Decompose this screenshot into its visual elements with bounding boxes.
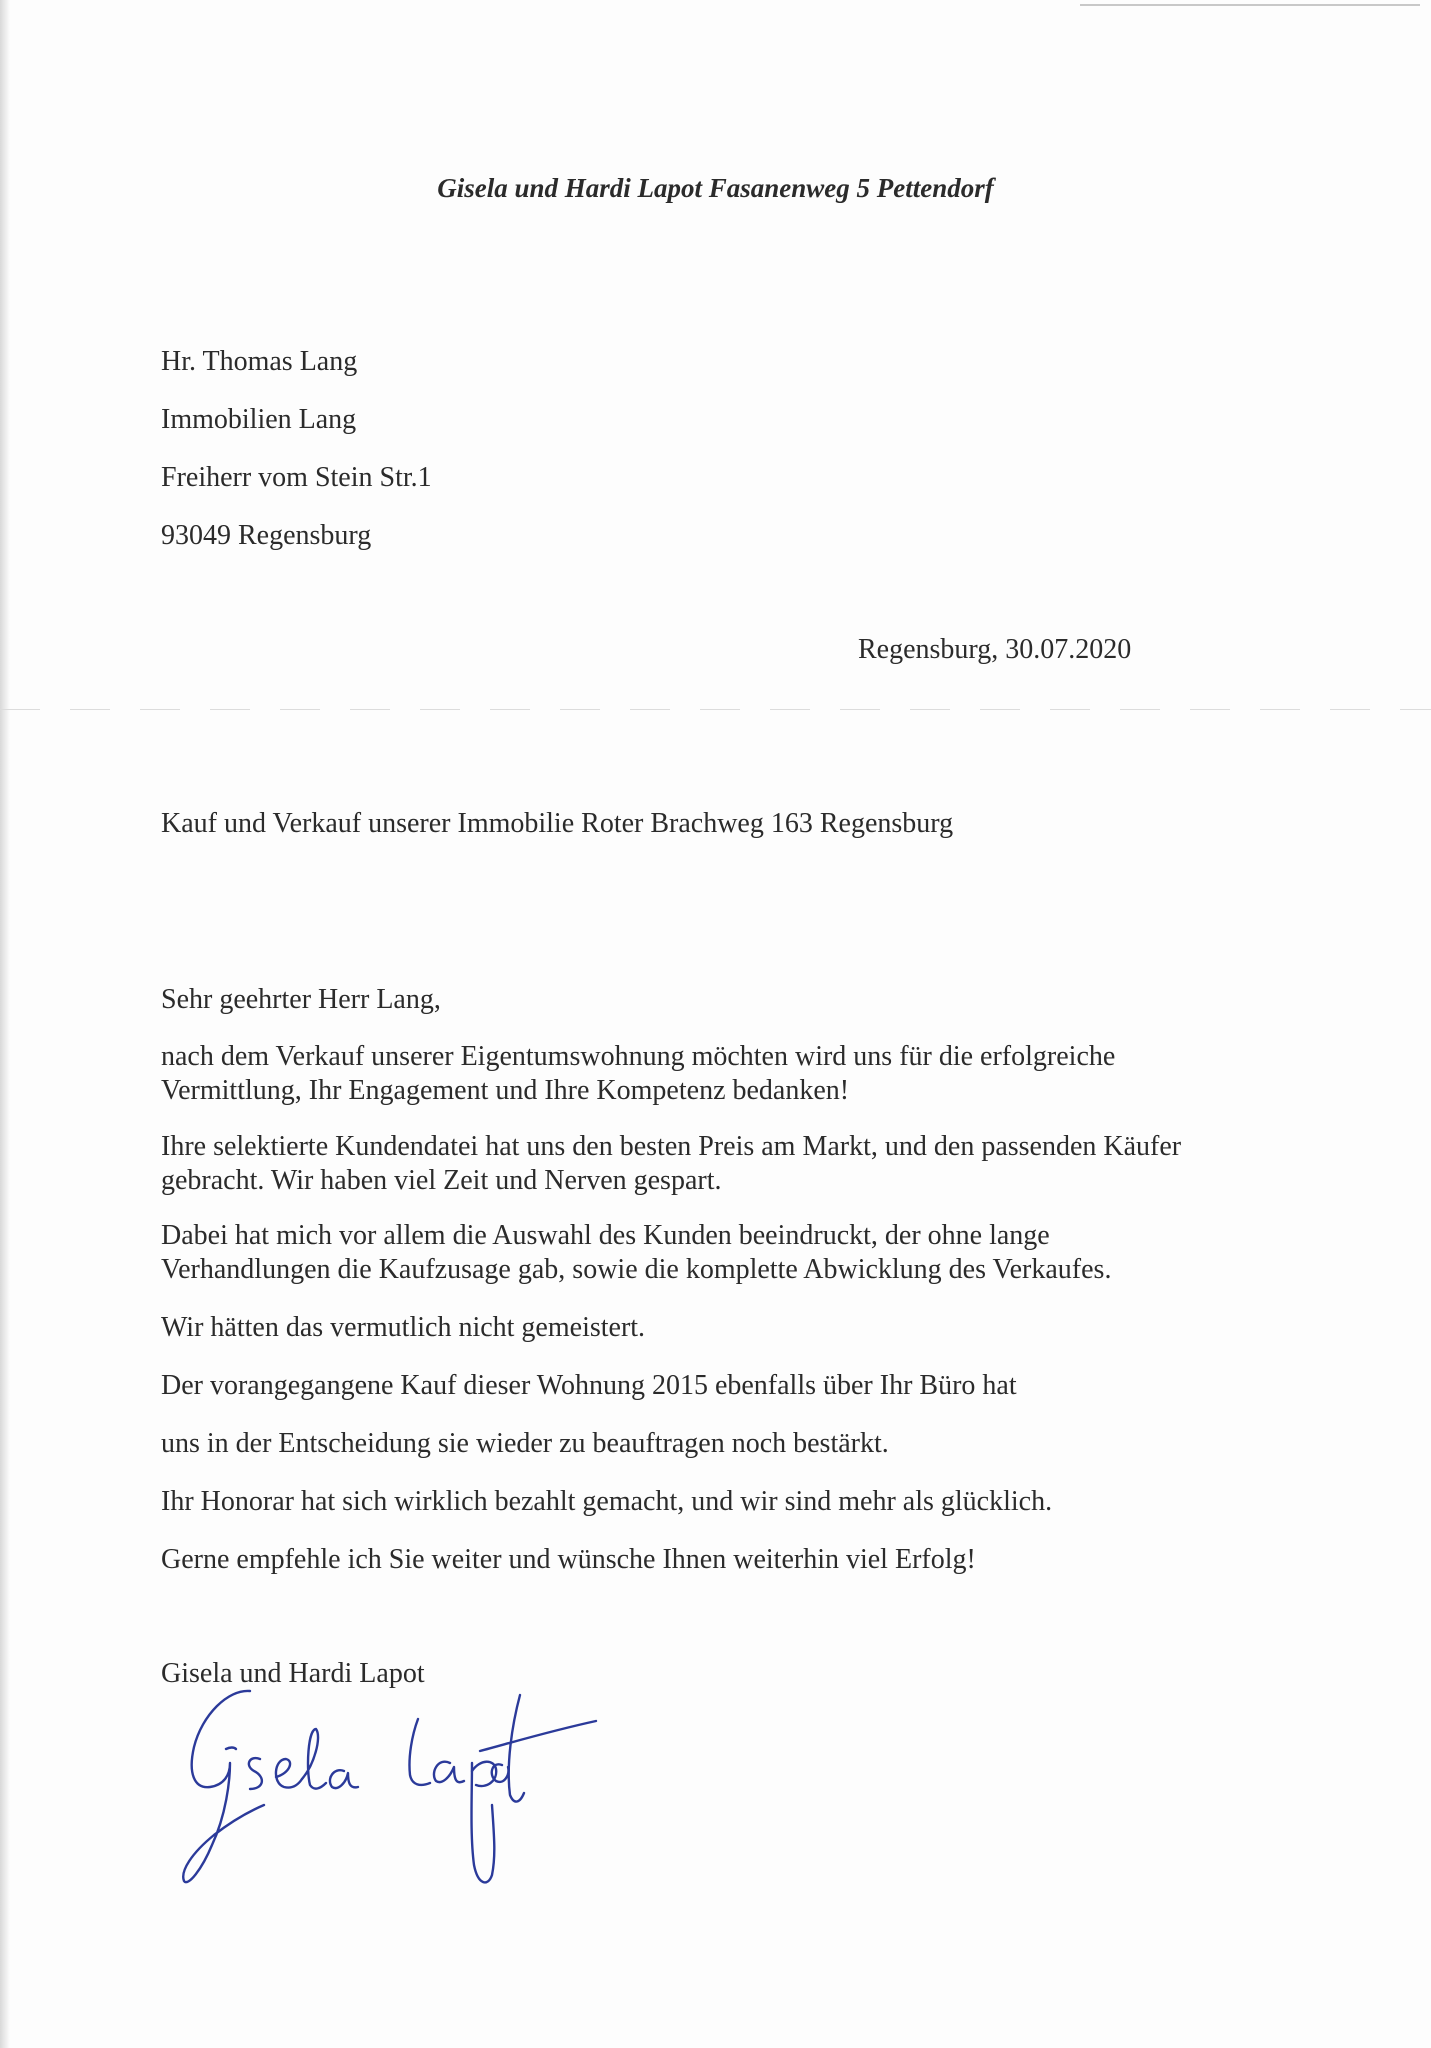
handwritten-signature <box>180 1685 600 1900</box>
scan-edge-shadow <box>0 0 10 2048</box>
closing-name: Gisela und Hardi Lapot <box>161 1658 425 1689</box>
body-line: Gerne empfehle ich Sie weiter und wünsche Ihnen weiterhin viel Erfolg! <box>161 1544 976 1575</box>
body-line: Ihr Honorar hat sich wirklich bezahlt gemacht, und wir sind mehr als glücklich. <box>161 1486 1053 1517</box>
recipient-company: Immobilien Lang <box>161 404 357 435</box>
scan-artifact-line <box>1080 4 1420 6</box>
body-line: Verhandlungen die Kaufzusage gab, sowie die komplette Abwicklung des Verkaufes. <box>161 1254 1112 1285</box>
signature-stroke <box>409 1719 430 1785</box>
signature-stroke <box>183 1691 264 1882</box>
body-line: nach dem Verkauf unserer Eigentumswohnung möchten wird uns für die erfolgreiche <box>161 1041 1116 1072</box>
body-line: Wir hätten das vermutlich nicht gemeistert. <box>161 1312 646 1343</box>
signature-stroke <box>276 1759 302 1788</box>
body-line: uns in der Entscheidung sie wieder zu beauftragen noch bestärkt. <box>161 1428 889 1459</box>
signature-stroke <box>509 1695 524 1802</box>
recipient-street: Freiherr vom Stein Str.1 <box>161 462 432 493</box>
signature-stroke <box>302 1729 326 1789</box>
salutation: Sehr geehrter Herr Lang, <box>161 984 441 1015</box>
sender-address: Gisela und Hardi Lapot Fasanenweg 5 Pettendorf <box>437 173 994 203</box>
signature-stroke <box>226 1748 236 1750</box>
body-line: Dabei hat mich vor allem die Auswahl des Kunden beeindruckt, der ohne lange <box>161 1220 1050 1251</box>
signature-stroke <box>434 1762 464 1783</box>
subject-line: Kauf und Verkauf unserer Immobilie Roter Brachweg 163 Regensburg <box>161 808 954 839</box>
recipient-name: Hr. Thomas Lang <box>161 346 358 377</box>
signature-stroke <box>480 1721 596 1751</box>
signature-stroke <box>330 1770 358 1788</box>
date-line: Regensburg, 30.07.2020 <box>858 634 1132 665</box>
signature-stroke <box>472 1763 495 1882</box>
signature-stroke <box>492 1764 509 1782</box>
body-line: gebracht. Wir haben viel Zeit und Nerven gespart. <box>161 1165 722 1196</box>
body-line: Ihre selektierte Kundendatei hat uns den besten Preis am Markt, und den passenden Käufer <box>161 1131 1182 1162</box>
body-line: Vermittlung, Ihr Engagement und Ihre Kompetenz bedanken! <box>161 1075 850 1106</box>
fold-line <box>0 709 1431 710</box>
recipient-city: 93049 Regensburg <box>161 520 372 551</box>
body-line: Der vorangegangene Kauf dieser Wohnung 2015 ebenfalls über Ihr Büro hat <box>161 1370 1017 1401</box>
signature-stroke <box>249 1758 262 1789</box>
